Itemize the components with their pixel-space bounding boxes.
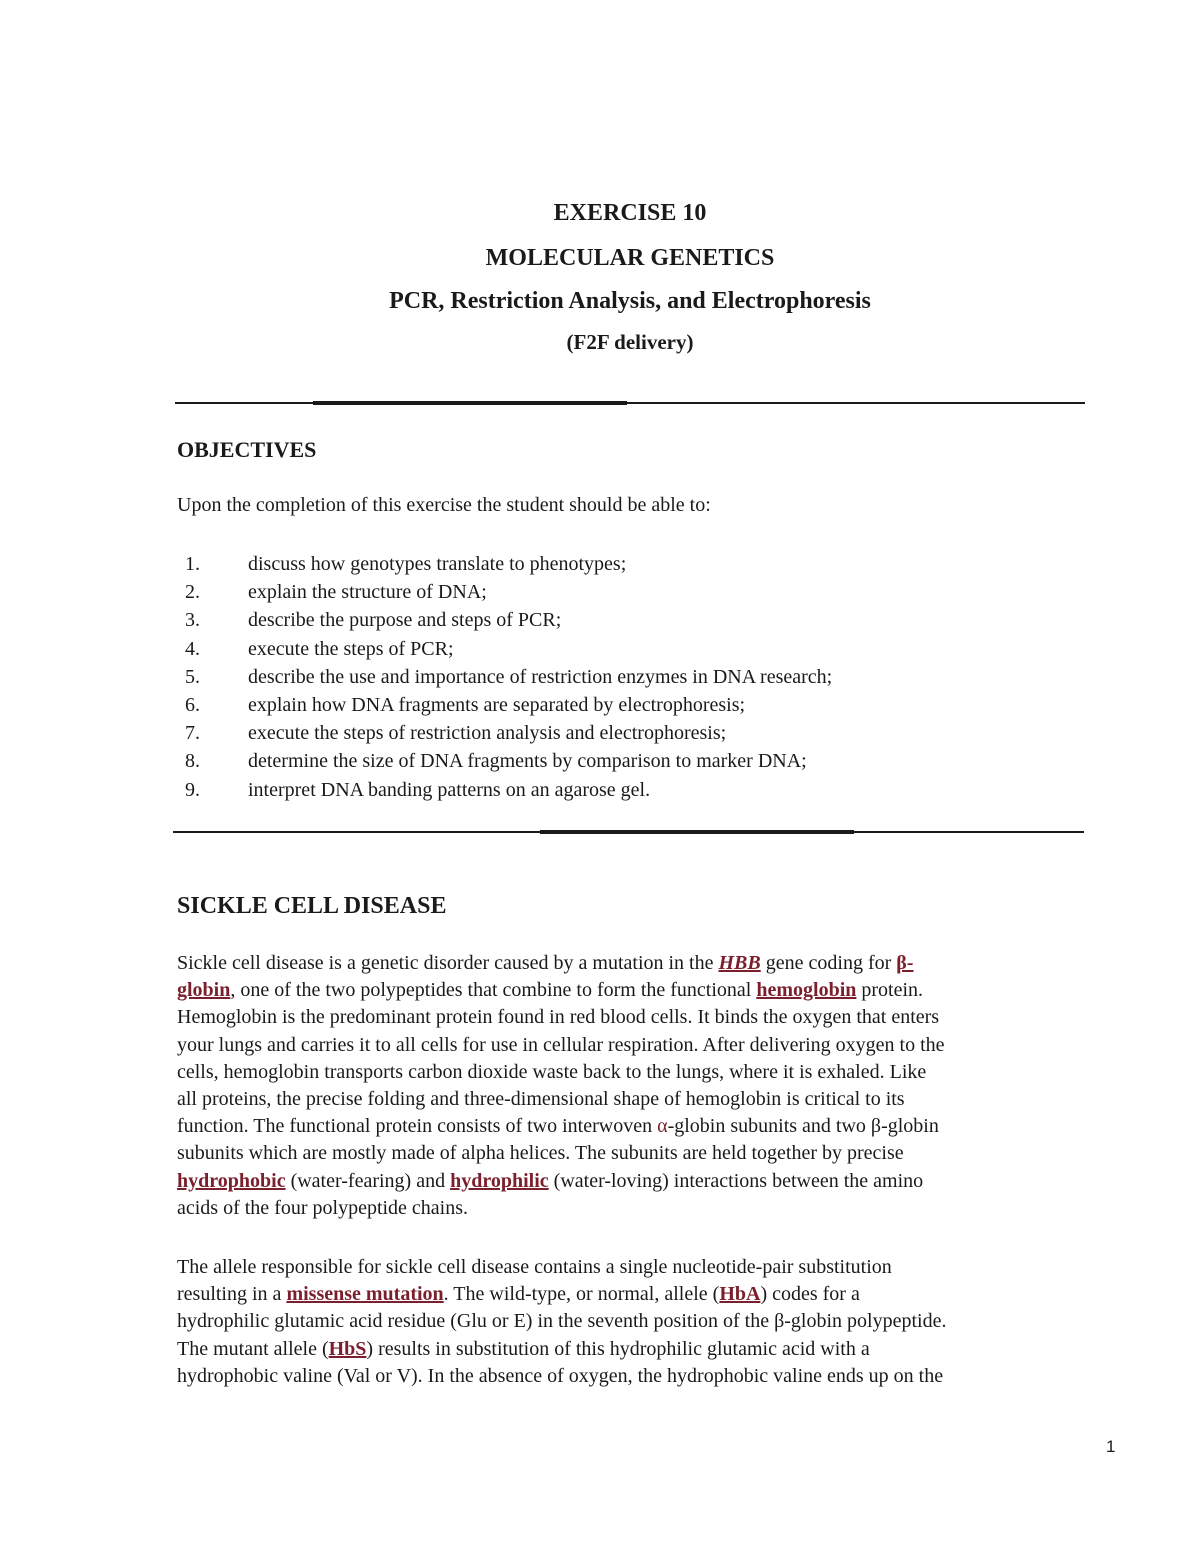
- list-item: [177, 691, 1077, 719]
- text-run: Sickle cell disease is a genetic disorder caused by a mutation in the: [177, 952, 719, 974]
- paragraph-line: hydrophobic valine (Val or V). In the absence of oxygen, the hydrophobic valine ends up on the: [177, 1364, 944, 1387]
- list-item-number: 8.: [185, 750, 200, 773]
- hydrophilic-term: hydrophilic: [450, 1169, 549, 1192]
- list-item-text: describe the purpose and steps of PCR;: [248, 609, 562, 632]
- list-item-number: 6.: [185, 694, 200, 717]
- sickle-cell-paragraph-1: [177, 950, 1087, 1222]
- hba-term: HbA: [719, 1283, 761, 1306]
- list-item-number: 7.: [185, 722, 200, 745]
- list-item-text: interpret DNA banding patterns on an agarose gel.: [248, 778, 651, 801]
- paragraph-line: [177, 1113, 1087, 1140]
- paragraph-line: [177, 950, 1087, 977]
- delivery-note: (F2F delivery): [566, 330, 694, 354]
- paragraph-line: The allele responsible for sickle cell disease contains a single nucleotide-pair substitution: [177, 1256, 892, 1278]
- text-run: -globin subunits and two β-globin: [667, 1115, 939, 1138]
- paragraph-line: acids of the four polypeptide chains.: [177, 1196, 469, 1219]
- beta-symbol: β-: [896, 952, 914, 974]
- text-run: (water-loving) interactions between the amino: [548, 1169, 924, 1192]
- paragraph-line: [177, 1336, 1087, 1363]
- topic-heading: PCR, Restriction Analysis, and Electrophoresis: [389, 288, 871, 314]
- paragraph-line: cells, hemoglobin transports carbon dioxide waste back to the lungs, where it is exhaled. Like: [177, 1060, 927, 1083]
- sickle-cell-title: SICKLE CELL DISEASE: [177, 893, 447, 919]
- list-item-number: 2.: [185, 581, 200, 604]
- text-run: The mutant allele (: [177, 1337, 329, 1360]
- list-item-number: 1.: [185, 553, 200, 575]
- list-item-text: explain how DNA fragments are separated by electrophoresis;: [248, 694, 746, 717]
- hbs-term: HbS: [328, 1337, 367, 1360]
- paragraph-line: all proteins, the precise folding and three-dimensional shape of hemoglobin is critical to its: [177, 1088, 905, 1111]
- text-run: protein.: [856, 979, 924, 1002]
- paragraph-line: [177, 1281, 1087, 1308]
- text-run: . The wild-type, or normal, allele (: [443, 1283, 720, 1306]
- paragraph-line: your lungs and carries it to all cells for use in cellular respiration. After delivering oxygen to the: [177, 1033, 945, 1056]
- list-item-text: execute the steps of restriction analysis and electrophoresis;: [248, 722, 727, 745]
- list-item-text: explain the structure of DNA;: [248, 581, 487, 604]
- subject-heading: MOLECULAR GENETICS: [485, 245, 775, 271]
- divider-top-accent: [313, 401, 627, 405]
- text-run: (water-fearing) and: [285, 1169, 451, 1192]
- list-item: [177, 663, 1077, 691]
- list-item-text: execute the steps of PCR;: [248, 637, 454, 660]
- list-item-number: 9.: [185, 778, 200, 801]
- text-run: ) results in substitution of this hydrophilic glutamic acid with a: [366, 1337, 870, 1360]
- paragraph-line: Hemoglobin is the predominant protein found in red blood cells. It binds the oxygen that enters: [177, 1006, 940, 1029]
- objectives-title: OBJECTIVES: [177, 437, 317, 462]
- text-run: ) codes for a: [760, 1283, 860, 1306]
- text-run: , one of the two polypeptides that combine to form the functional: [230, 979, 757, 1002]
- list-item-text: determine the size of DNA fragments by comparison to marker DNA;: [248, 750, 807, 773]
- sickle-cell-paragraph-2: [177, 1254, 1087, 1390]
- list-item: [177, 550, 1077, 578]
- objectives-list: [177, 550, 1077, 804]
- alpha-symbol: α: [657, 1115, 668, 1138]
- list-item: [177, 747, 1077, 775]
- list-item-number: 3.: [185, 609, 200, 632]
- list-item-number: 5.: [185, 665, 200, 688]
- hydrophobic-term: hydrophobic: [177, 1169, 286, 1192]
- text-run: gene coding for: [760, 952, 897, 974]
- missense-mutation-term: missense mutation: [286, 1283, 444, 1306]
- divider-top: [175, 402, 1085, 404]
- objectives-intro: Upon the completion of this exercise the student should be able to:: [177, 494, 711, 516]
- list-item: [177, 719, 1077, 747]
- list-item-text: discuss how genotypes translate to phenotypes;: [248, 553, 627, 575]
- paragraph-line: hydrophilic glutamic acid residue (Glu or E) in the seventh position of the β-globin polypeptide.: [177, 1310, 947, 1333]
- list-item: [177, 776, 1077, 804]
- paragraph-line: [177, 977, 1087, 1004]
- text-run: function. The functional protein consists of two interwoven: [177, 1115, 658, 1138]
- hbb-gene-term: HBB: [718, 952, 761, 974]
- globin-term: globin: [177, 979, 231, 1002]
- list-item: [177, 635, 1077, 663]
- paragraph-line: subunits which are mostly made of alpha helices. The subunits are held together by precise: [177, 1142, 904, 1165]
- list-item-number: 4.: [185, 637, 200, 660]
- hemoglobin-term: hemoglobin: [756, 979, 857, 1002]
- text-run: resulting in a: [177, 1283, 287, 1306]
- paragraph-line: [177, 1168, 1087, 1195]
- list-item-text: describe the use and importance of restriction enzymes in DNA research;: [248, 665, 833, 688]
- exercise-heading: EXERCISE 10: [553, 200, 707, 226]
- divider-bottom-accent: [540, 830, 854, 834]
- divider-bottom: [173, 831, 1084, 833]
- page-number: 1: [1106, 1437, 1116, 1456]
- list-item: [177, 606, 1077, 634]
- list-item: [177, 578, 1077, 606]
